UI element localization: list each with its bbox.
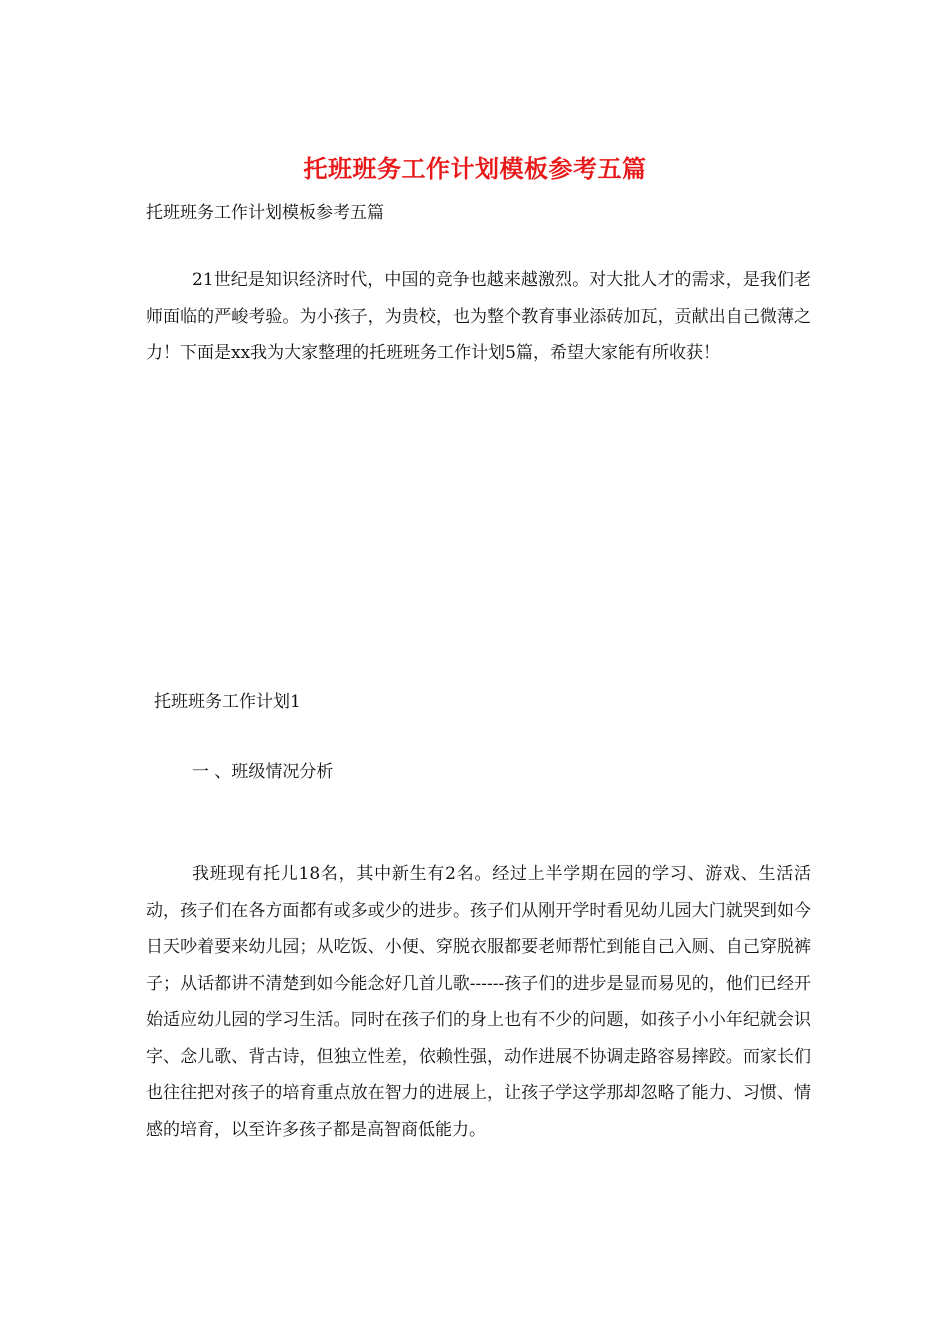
section-title: 托班班务工作计划1 [154, 692, 301, 712]
document-title: 托班班务工作计划模板参考五篇 [303, 154, 647, 183]
section-heading: 一 、班级情况分析 [192, 762, 334, 782]
intro-paragraph: 21世纪是知识经济时代，中国的竞争也越来越激烈。对大批人才的需求，是我们老师面临的严峻考验。为小孩子，为贵校，也为整个教育事业添砖加瓦，贡献出自己微薄之力！下面是xx我为大家整理的托班班务工作计划5篇，希望大家能有所收获！ [146, 270, 811, 363]
body-paragraph: 我班现有托儿18名，其中新生有2名。经过上半学期在园的学习、游戏、生活活动，孩子们在各方面都有或多或少的进步。孩子们从刚开学时看见幼儿园大门就哭到如今日天吵着要来幼儿园；从吃饭、小便、穿脱衣服都要老师帮忙到能自己入厕、自己穿脱裤子；从话都讲不清楚到如今能念好几首儿歌------孩子们的进步是显而易见的，他们已经开始适应幼儿园的学习生活。同时在孩子们的身上也有不少的问题，如孩子小小年纪就会识字、念儿歌、背古诗，但独立性差，依赖性强，动作进展不协调走路容易摔跤。而家长们也往往把对孩子的培育重点放在智力的进展上，让孩子学这学那却忽略了能力、习惯、情感的培育，以至许多孩子都是高智商低能力。 [146, 864, 811, 1140]
document-subtitle: 托班班务工作计划模板参考五篇 [146, 203, 384, 223]
